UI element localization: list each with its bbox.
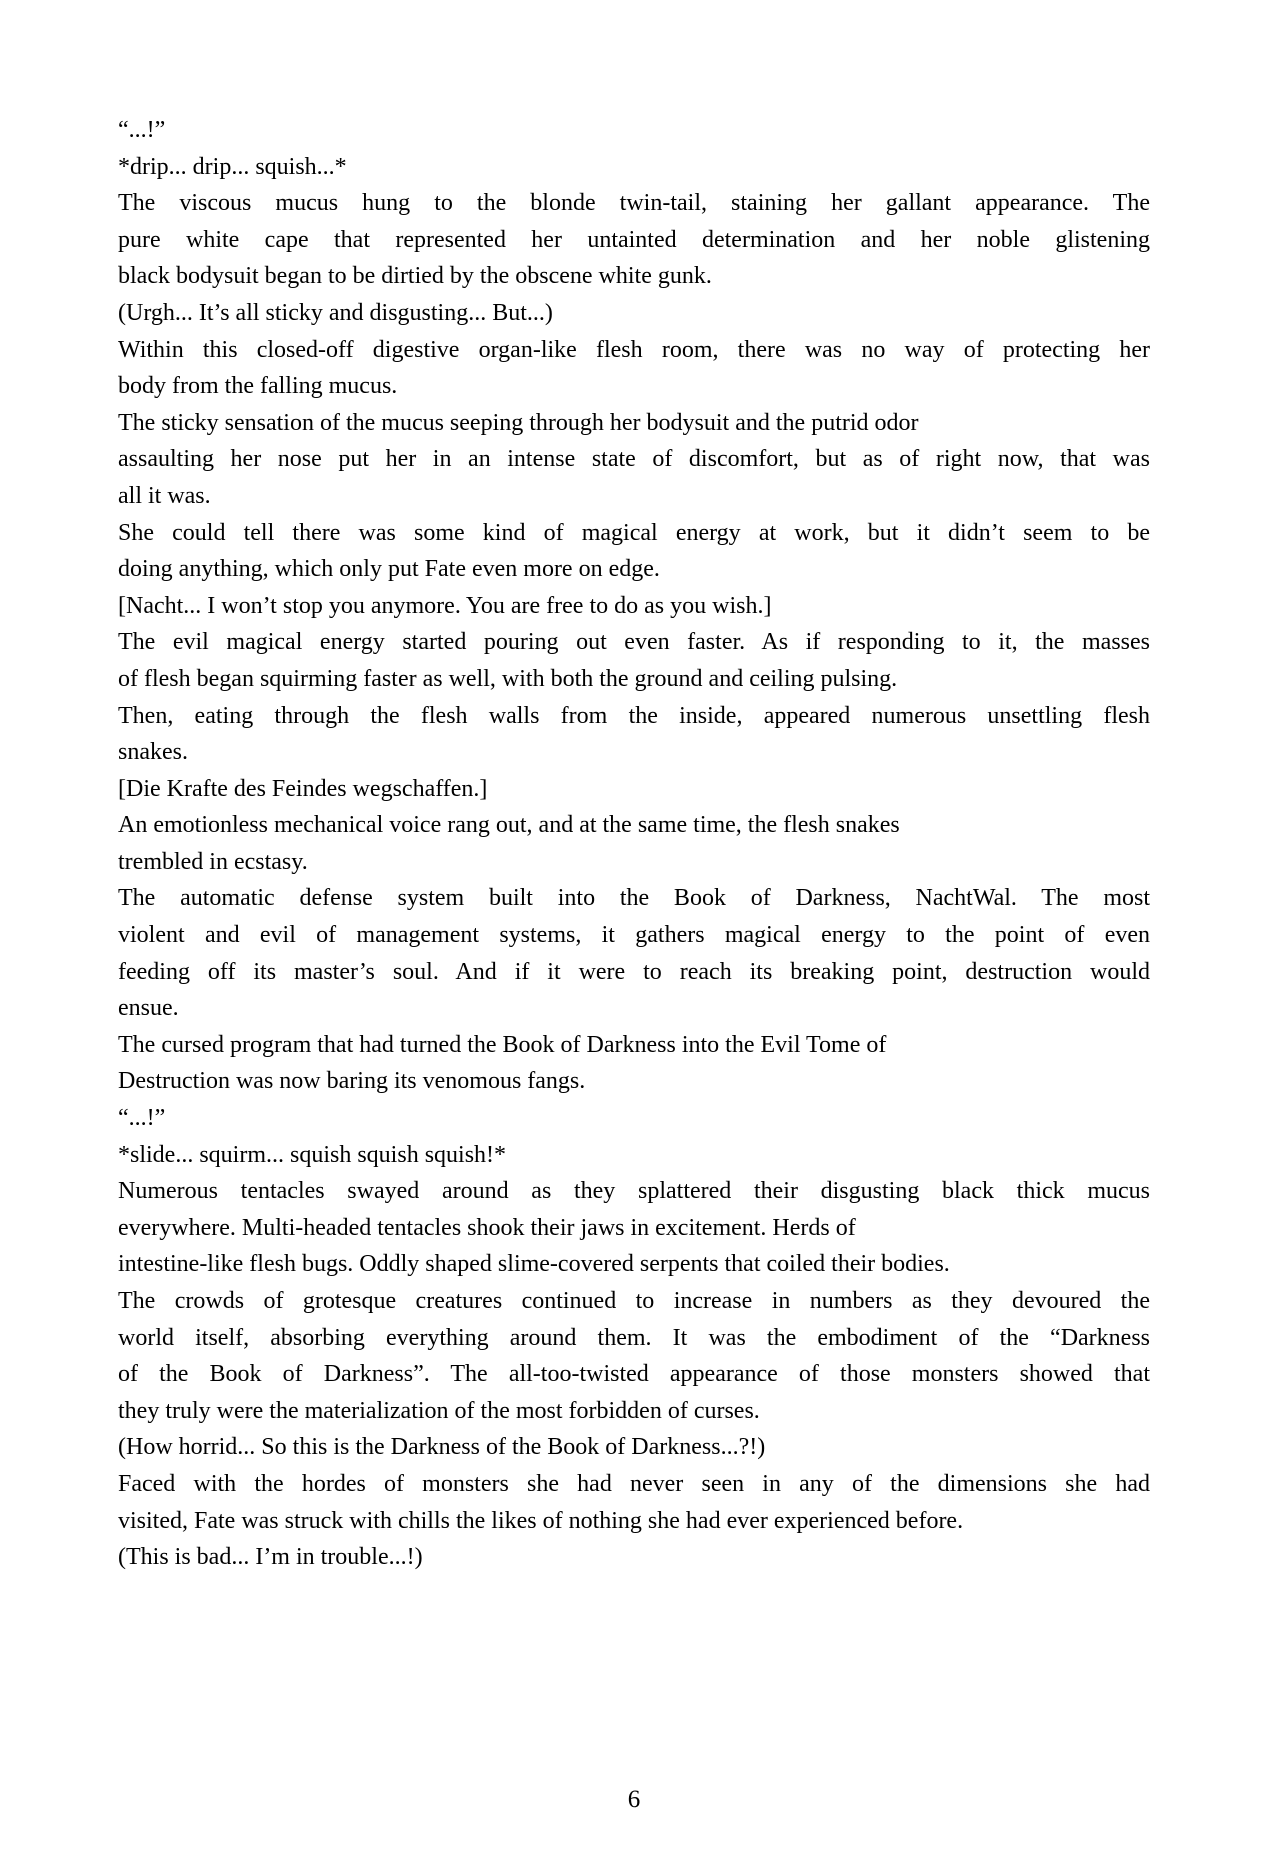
- text-line: everywhere. Multi-headed tentacles shook their jaws in excitement. Herds of: [118, 1214, 856, 1241]
- text-line: “...!”: [118, 117, 166, 143]
- text-line: body from the falling mucus.: [118, 373, 398, 400]
- text-line: Faced with the hordes of monsters she had never seen in any of the dimensions she had: [118, 1470, 1150, 1497]
- text-line: Destruction was now baring its venomous fangs.: [118, 1068, 586, 1095]
- text-line: An emotionless mechanical voice rang out, and at the same time, the flesh snakes: [118, 812, 900, 839]
- text-line: doing anything, which only put Fate even more on edge.: [118, 556, 660, 583]
- page-number: 6: [627, 1786, 641, 1813]
- text-line: Within this closed-off digestive organ-like flesh room, there was no way of protecting her: [118, 336, 1150, 363]
- text-line: all it was.: [118, 482, 211, 509]
- text-line: The sticky sensation of the mucus seeping through her bodysuit and the putrid odor: [118, 409, 919, 436]
- text-line: assaulting her nose put her in an intense state of discomfort, but as of right now, that was: [118, 446, 1150, 473]
- text-line: The automatic defense system built into the Book of Darkness, NachtWal. The most: [118, 885, 1150, 912]
- text-line: The cursed program that had turned the Book of Darkness into the Evil Tome of: [118, 1031, 887, 1058]
- body-text: [118, 112, 1150, 1576]
- text-line: [Nacht... I won’t stop you anymore. You are free to do as you wish.]: [118, 592, 772, 619]
- text-line: Then, eating through the flesh walls from the inside, appeared numerous unsettling flesh: [118, 702, 1150, 729]
- text-line: of the Book of Darkness”. The all-too-twisted appearance of those monsters showed that: [118, 1361, 1150, 1388]
- text-line: (How horrid... So this is the Darkness of the Book of Darkness...?!): [118, 1434, 766, 1461]
- text-line: [Die Krafte des Feindes wegschaffen.]: [118, 775, 488, 802]
- text-line: *drip... drip... squish...*: [118, 153, 347, 180]
- text-line: (Urgh... It’s all sticky and disgusting... But...): [118, 299, 553, 326]
- text-line: (This is bad... I’m in trouble...!): [118, 1544, 423, 1571]
- text-line: She could tell there was some kind of magical energy at work, but it didn’t seem to be: [118, 519, 1150, 546]
- text-line: trembled in ecstasy.: [118, 848, 308, 875]
- text-line: ensue.: [118, 995, 179, 1022]
- text-line: feeding off its master’s soul. And if it were to reach its breaking point, destruction would: [118, 958, 1150, 985]
- text-line: world itself, absorbing everything around them. It was the embodiment of the “Darkness: [118, 1324, 1150, 1351]
- text-line: pure white cape that represented her untainted determination and her noble glistening: [118, 226, 1150, 253]
- text-line: Numerous tentacles swayed around as they splattered their disgusting black thick mucus: [118, 1178, 1150, 1205]
- text-line: intestine-like flesh bugs. Oddly shaped slime-covered serpents that coiled their bodies.: [118, 1251, 950, 1278]
- text-line: visited, Fate was struck with chills the likes of nothing she had ever experienced before.: [118, 1507, 964, 1534]
- text-line: black bodysuit began to be dirtied by the obscene white gunk.: [118, 263, 712, 290]
- text-line: of flesh began squirming faster as well, with both the ground and ceiling pulsing.: [118, 665, 898, 692]
- text-line: violent and evil of management systems, it gathers magical energy to the point of even: [118, 922, 1150, 949]
- text-line: snakes.: [118, 739, 188, 766]
- text-line: The evil magical energy started pouring out even faster. As if responding to it, the masses: [118, 629, 1150, 656]
- text-line: *slide... squirm... squish squish squish!*: [118, 1141, 507, 1168]
- text-line: they truly were the materialization of the most forbidden of curses.: [118, 1397, 760, 1424]
- text-line: The crowds of grotesque creatures continued to increase in numbers as they devoured the: [118, 1288, 1150, 1314]
- text-line: The viscous mucus hung to the blonde twin-tail, staining her gallant appearance. The: [118, 190, 1150, 217]
- text-line: “...!”: [118, 1105, 166, 1132]
